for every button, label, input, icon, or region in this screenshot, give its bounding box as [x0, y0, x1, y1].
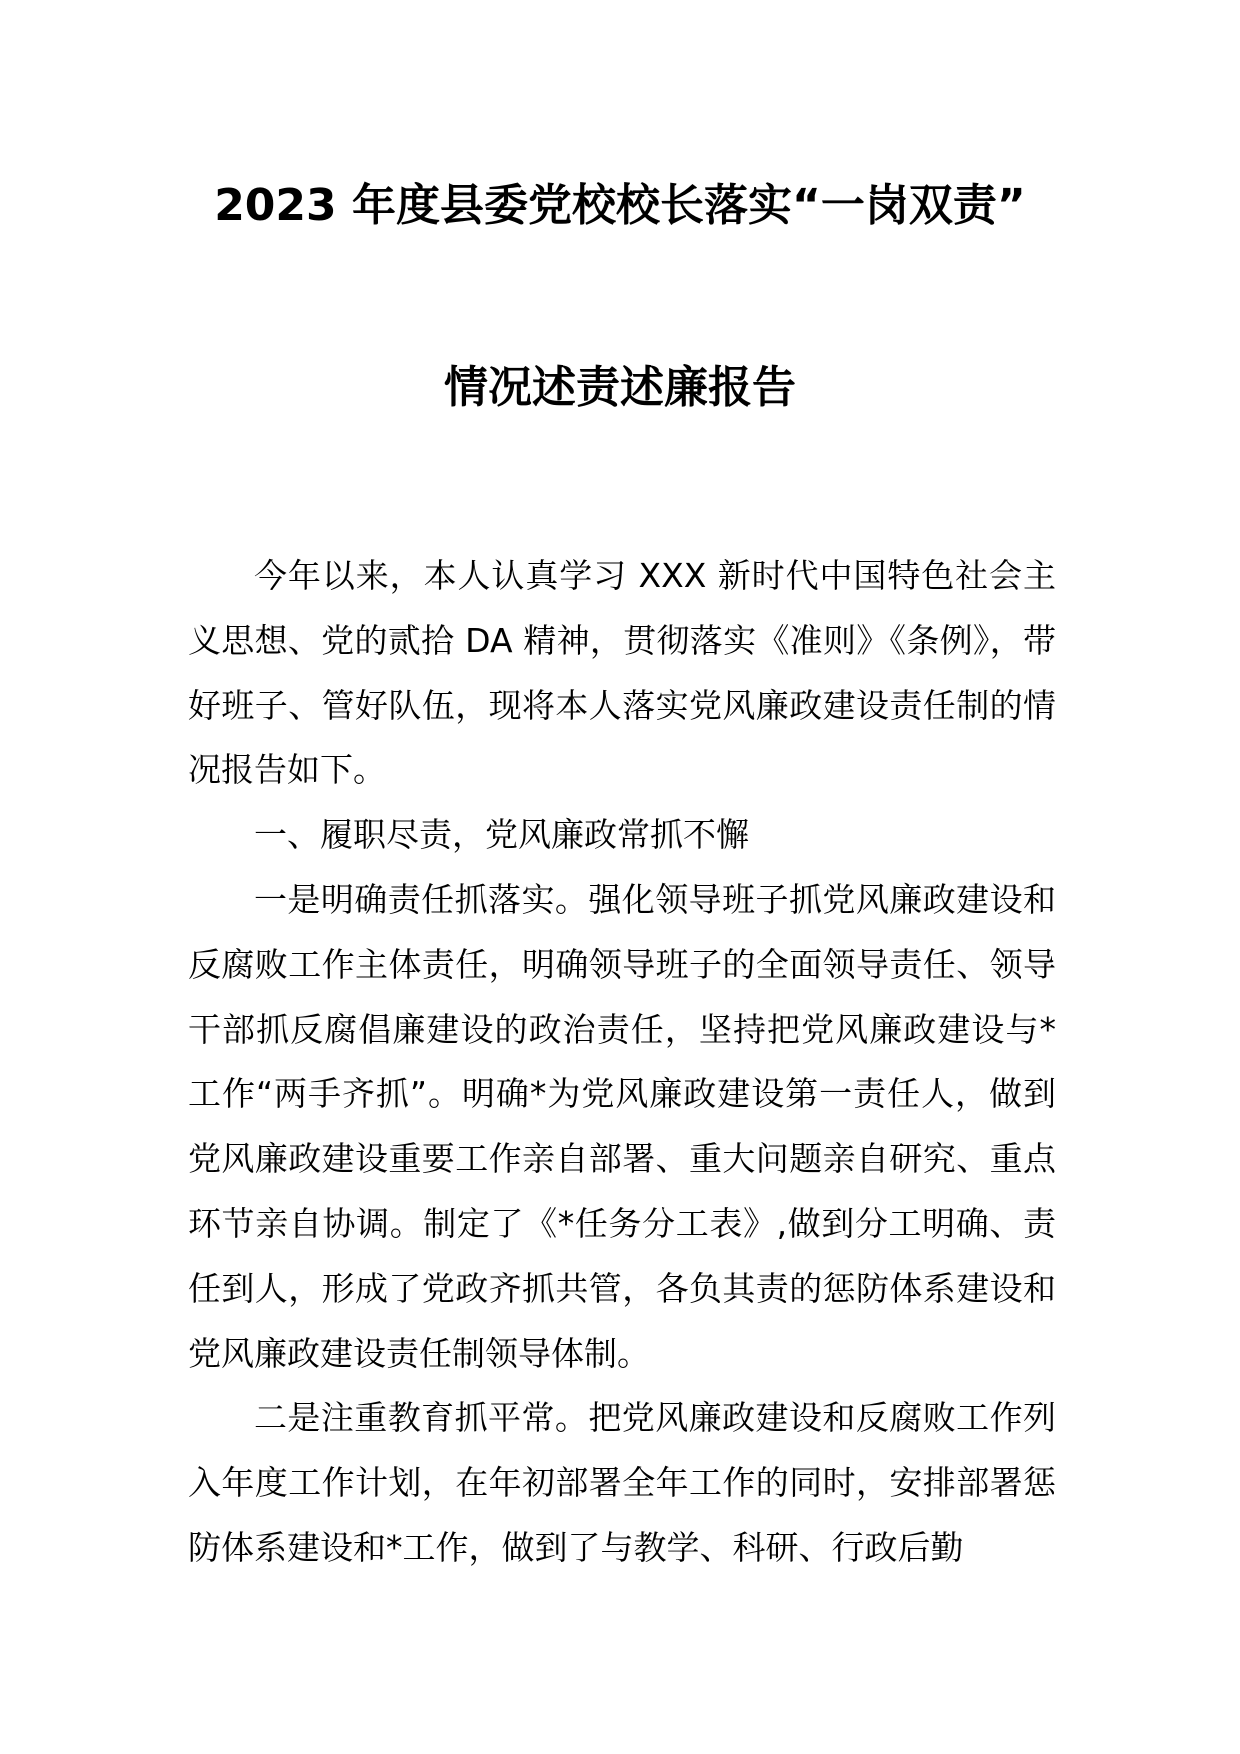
paragraph-responsibility: 一是明确责任抓落实。强化领导班子抓党风廉政建设和反腐败工作主体责任，明确领导班子的全面领导责任、领导干部抓反腐倡廉建设的政治责任，坚持把党风廉政建设与*工作“两手齐抓”。明确*为党风廉政建设第一责任人，做到党风廉政建设重要工作亲自部署、重大问题亲自研究、重点环节亲自协调。制定了《*任务分工表》,做到分工明确、责任到人，形成了党政齐抓共管，各负其责的惩防体系建设和党风廉政建设责任制领导体制。 [188, 879, 1056, 1373]
paragraph-intro: 今年以来，本人认真学习 XXX 新时代中国特色社会主义思想、党的贰拾 DA 精神，贯彻落实《准则》《条例》，带好班子、管好队伍，现将本人落实党风廉政建设责任制的情况报告如下。 [188, 556, 1056, 790]
document-body [188, 544, 1056, 1581]
document-title-line-1: 2023 年度县委党校校长落实“一岗双责” [214, 180, 1026, 231]
section-heading-1: 一、履职尽责，党风廉政常抓不懈 [254, 815, 749, 855]
document-title-line-2: 情况述责述廉报告 [444, 362, 796, 413]
paragraph-education: 二是注重教育抓平常。把党风廉政建设和反腐败工作列入年度工作计划，在年初部署全年工作的同时，安排部署惩防体系建设和*工作，做到了与教学、科研、行政后勤 [188, 1398, 1056, 1567]
